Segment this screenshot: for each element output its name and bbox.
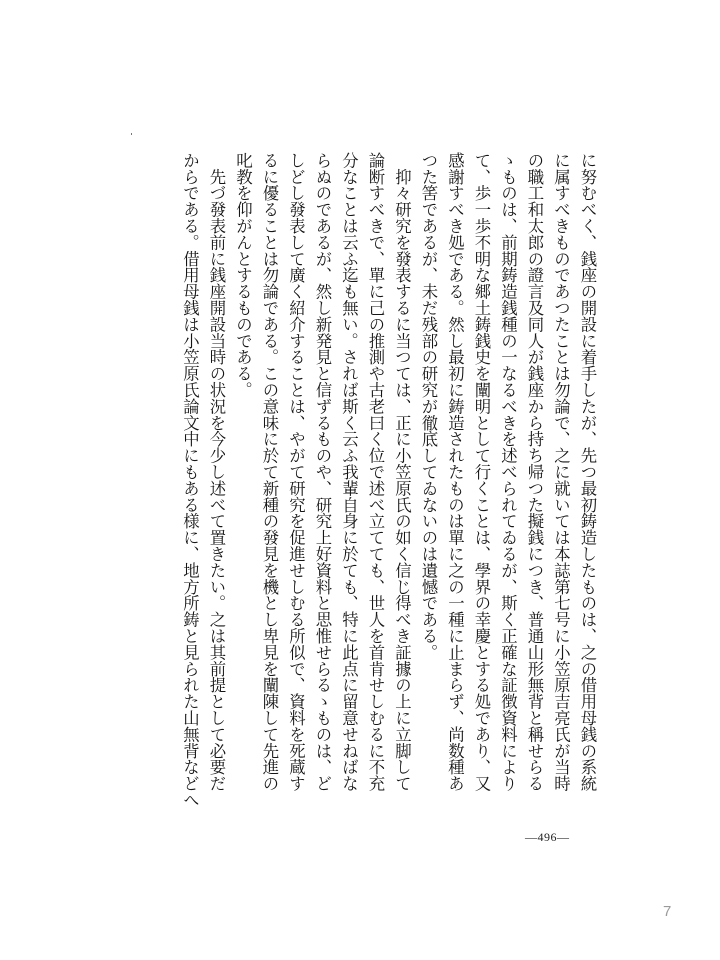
vertical-body-text	[176, 152, 600, 807]
text-column: つた筈であるが、未だ残部の研究が徹底してゐないのは遺憾である。	[419, 152, 438, 661]
text-column: の職工和太郎の證言及同人が銭座から持ち帰つた擬銭につき、普通山形無背と稱せらる	[525, 152, 544, 792]
text-column: 分なことは云ふ迄も無い。されば斯く云ふ我輩自身に於ても、特に此点に留意せねばな	[339, 152, 359, 792]
viewer-page-indicator: 7	[663, 903, 672, 920]
printed-page-number: —496—	[525, 830, 570, 844]
text-column: からである。借用母銭は小笠原氏論文中にもある様に、地方所鋳と見られた山無背などへ	[180, 152, 200, 808]
scan-speck	[131, 133, 132, 135]
text-column: しどし發表して廣く紹介することは、やがて研究を促進せしむる所似で、資料を死蔵す	[286, 152, 306, 792]
text-column: に努むべく、銭座の開設に着手したが、先つ最初鋳造したものは、之の借用母銭の系統	[578, 152, 597, 792]
text-column: に属すべきものであつたことは勿論で、之に就いては本誌第七号に小笠原吉亮氏が当時	[551, 152, 571, 792]
text-column: 叱教を仰がんとするものである。	[233, 152, 253, 398]
text-column: ゝものは、前期鋳造銭種の一なるべきを述べられてゐるが、斯く正確な証徴資料により	[498, 152, 518, 792]
text-column: るに優ることは勿論である。この意味に於て新種の發見を機とし卑見を闡陳して先進の	[260, 152, 279, 792]
text-column: 抑々研究を發表するに当つては、正に小笠原氏の如く信じ得べき証據の上に立脚して	[392, 152, 412, 792]
text-column: て、歩一歩不明な郷土鋳銭史を闡明として行くことは、學界の幸慶とする処であり、又	[472, 152, 491, 792]
text-column: 論断すべきで、單に己の推測や古老曰く位で述べ立てても、世人を首肯せしむるに不充	[366, 152, 385, 792]
text-column: 先づ發表前に銭座開設当時の状況を今少し述べて置きたい。之は其前提として必要だ	[207, 152, 226, 792]
text-column: 感謝すべき処である。然し最初に鋳造されたものは單に之の一種に止まらず、尚数種あ	[445, 152, 465, 792]
text-column: らぬのであるが、然し新発見と信ずるものや、研究上好資料と思惟せらるゝものは、ど	[313, 152, 332, 792]
